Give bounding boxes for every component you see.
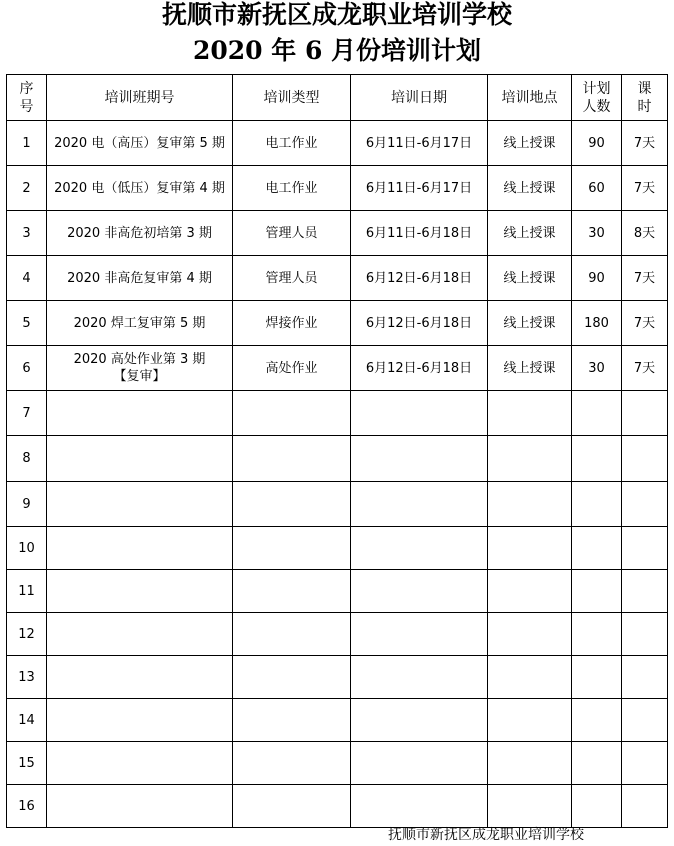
cell-planned-text: 180	[584, 315, 609, 331]
table-row	[7, 121, 668, 166]
table-body	[7, 121, 668, 828]
cell-days	[622, 742, 668, 785]
cell-type-text: 电工作业	[265, 135, 318, 151]
cell-class-name	[47, 391, 233, 436]
cell-seq-text: 8	[22, 451, 31, 466]
cell-date	[351, 211, 488, 256]
cell-seq-text: 1	[22, 135, 31, 151]
cell-date	[351, 482, 488, 527]
cell-seq	[7, 699, 47, 742]
cell-class-name	[47, 256, 233, 301]
cell-date	[351, 346, 488, 391]
cell-days	[622, 785, 668, 828]
cell-days	[622, 391, 668, 436]
cell-location-text: 线上授课	[503, 315, 556, 331]
cell-type-text: 管理人员	[265, 225, 318, 241]
cell-days	[622, 166, 668, 211]
cell-type	[233, 527, 351, 570]
cell-class-name	[47, 482, 233, 527]
header-seq-label: 序 号	[19, 80, 34, 115]
cell-type	[233, 656, 351, 699]
cell-date	[351, 570, 488, 613]
cell-date	[351, 742, 488, 785]
document-subtitle: 2020 年 6 月份培训计划	[192, 36, 482, 65]
cell-type	[233, 699, 351, 742]
cell-class-name	[47, 699, 233, 742]
cell-type	[233, 391, 351, 436]
table-row	[7, 256, 668, 301]
cell-planned	[572, 570, 622, 613]
cell-location	[488, 121, 572, 166]
cell-seq-text: 5	[22, 315, 31, 331]
header-planned-label: 计划 人数	[582, 80, 611, 115]
table-row	[7, 742, 668, 785]
cell-class-name	[47, 301, 233, 346]
cell-seq	[7, 211, 47, 256]
table-row	[7, 785, 668, 828]
header-date	[351, 75, 488, 121]
cell-date	[351, 699, 488, 742]
header-seq	[7, 75, 47, 121]
cell-date	[351, 436, 488, 482]
cell-class-name	[47, 656, 233, 699]
cell-planned	[572, 482, 622, 527]
cell-type	[233, 742, 351, 785]
cell-type	[233, 166, 351, 211]
cell-class-name-text: 2020 非高危初培第 3 期	[67, 225, 212, 241]
cell-date-text: 6月12日-6月18日	[365, 360, 473, 376]
cell-seq-text: 6	[22, 360, 31, 376]
cell-date	[351, 256, 488, 301]
cell-type	[233, 121, 351, 166]
cell-days-text: 7天	[633, 360, 656, 376]
header-row	[7, 75, 668, 121]
cell-seq	[7, 613, 47, 656]
cell-planned	[572, 742, 622, 785]
table-row	[7, 656, 668, 699]
cell-class-name-text: 2020 焊工复审第 5 期	[73, 315, 206, 331]
cell-class-name	[47, 346, 233, 391]
cell-type	[233, 301, 351, 346]
cell-seq	[7, 301, 47, 346]
table-row	[7, 391, 668, 436]
cell-seq	[7, 346, 47, 391]
header-planned	[572, 75, 622, 121]
training-plan-table	[6, 74, 668, 828]
header-class-name-label: 培训班期号	[104, 89, 175, 106]
cell-days	[622, 482, 668, 527]
header-location-label: 培训地点	[501, 89, 558, 106]
cell-type-text: 管理人员	[265, 270, 318, 286]
cell-days	[622, 613, 668, 656]
cell-seq	[7, 436, 47, 482]
cell-days	[622, 570, 668, 613]
cell-date-text: 6月11日-6月17日	[365, 180, 473, 196]
cell-date-text: 6月12日-6月18日	[365, 270, 473, 286]
cell-seq-text: 4	[22, 270, 31, 286]
cell-type	[233, 570, 351, 613]
cell-location-text: 线上授课	[503, 270, 556, 286]
cell-location	[488, 699, 572, 742]
cell-class-name	[47, 121, 233, 166]
cell-seq	[7, 656, 47, 699]
table-row	[7, 301, 668, 346]
cell-location	[488, 346, 572, 391]
cell-seq	[7, 742, 47, 785]
cell-seq	[7, 570, 47, 613]
cell-seq	[7, 166, 47, 211]
cell-seq-text: 12	[18, 626, 35, 642]
cell-location	[488, 482, 572, 527]
cell-type	[233, 256, 351, 301]
table-row	[7, 436, 668, 482]
cell-days	[622, 346, 668, 391]
cell-class-name	[47, 570, 233, 613]
cell-seq-text: 15	[18, 755, 35, 771]
header-location	[488, 75, 572, 121]
cell-planned	[572, 527, 622, 570]
table-row	[7, 482, 668, 527]
header-days-label: 课 时	[637, 80, 652, 115]
table-row	[7, 699, 668, 742]
header-days	[622, 75, 668, 121]
table-row	[7, 527, 668, 570]
cell-days-text: 7天	[633, 180, 656, 196]
cell-planned	[572, 301, 622, 346]
cell-location	[488, 391, 572, 436]
cell-planned	[572, 656, 622, 699]
cell-location	[488, 166, 572, 211]
cell-days	[622, 436, 668, 482]
cell-class-name	[47, 166, 233, 211]
table-row	[7, 570, 668, 613]
cell-planned	[572, 121, 622, 166]
cell-days	[622, 301, 668, 346]
cell-seq	[7, 121, 47, 166]
cell-seq-text: 14	[18, 712, 35, 728]
cell-planned	[572, 785, 622, 828]
cell-seq	[7, 256, 47, 301]
cell-location-text: 线上授课	[503, 180, 556, 196]
cell-days	[622, 211, 668, 256]
cell-location	[488, 613, 572, 656]
cell-location	[488, 301, 572, 346]
cell-class-name-text: 2020 电（低压）复审第 4 期	[54, 180, 225, 196]
table-row	[7, 346, 668, 391]
cell-planned	[572, 436, 622, 482]
header-type-label: 培训类型	[263, 89, 320, 106]
cell-date-text: 6月11日-6月18日	[365, 225, 473, 241]
header-date-label: 培训日期	[391, 89, 447, 106]
cell-type	[233, 785, 351, 828]
table-row	[7, 166, 668, 211]
cell-class-name	[47, 613, 233, 656]
cell-days-text: 7天	[633, 315, 656, 331]
cell-planned-text: 90	[588, 135, 605, 151]
cell-type	[233, 346, 351, 391]
cell-location	[488, 436, 572, 482]
cell-planned	[572, 699, 622, 742]
cell-location-text: 线上授课	[503, 135, 556, 151]
cell-planned-text: 90	[588, 270, 605, 286]
footer-school-name: 抚顺市新抚区成龙职业培训学校	[388, 827, 584, 843]
cell-days	[622, 256, 668, 301]
cell-class-name-text: 2020 高处作业第 3 期 【复审】	[73, 352, 206, 384]
cell-planned	[572, 256, 622, 301]
cell-location	[488, 742, 572, 785]
cell-type	[233, 613, 351, 656]
cell-class-name	[47, 527, 233, 570]
table-row	[7, 613, 668, 656]
cell-class-name	[47, 436, 233, 482]
cell-seq-text: 3	[22, 225, 31, 241]
cell-class-name	[47, 785, 233, 828]
cell-date	[351, 121, 488, 166]
table-row	[7, 211, 668, 256]
cell-class-name	[47, 211, 233, 256]
document-title: 抚顺市新抚区成龙职业培训学校	[161, 0, 512, 29]
cell-location	[488, 256, 572, 301]
cell-seq-text: 16	[18, 798, 35, 814]
cell-days	[622, 121, 668, 166]
cell-type-text: 高处作业	[265, 360, 318, 376]
cell-location	[488, 570, 572, 613]
cell-date-text: 6月11日-6月17日	[365, 135, 473, 151]
cell-date	[351, 391, 488, 436]
cell-seq-text: 9	[22, 496, 31, 512]
cell-type-text: 焊接作业	[265, 315, 318, 331]
cell-seq-text: 10	[18, 540, 35, 556]
cell-days	[622, 656, 668, 699]
cell-class-name-text: 2020 电（高压）复审第 5 期	[54, 135, 225, 151]
cell-date	[351, 785, 488, 828]
cell-type	[233, 211, 351, 256]
cell-planned-text: 30	[588, 360, 605, 376]
cell-date	[351, 301, 488, 346]
cell-seq-text: 11	[18, 583, 35, 599]
cell-seq	[7, 785, 47, 828]
cell-location	[488, 656, 572, 699]
cell-location	[488, 527, 572, 570]
cell-planned-text: 60	[588, 180, 605, 196]
header-class-name	[47, 75, 233, 121]
header-type	[233, 75, 351, 121]
cell-seq-text: 2	[22, 180, 31, 196]
cell-location	[488, 211, 572, 256]
cell-date	[351, 656, 488, 699]
cell-planned	[572, 613, 622, 656]
cell-planned-text: 30	[588, 225, 605, 241]
cell-planned	[572, 391, 622, 436]
cell-planned	[572, 166, 622, 211]
cell-seq-text: 7	[22, 405, 31, 421]
cell-days	[622, 527, 668, 570]
cell-planned	[572, 211, 622, 256]
cell-type	[233, 436, 351, 482]
cell-location-text: 线上授课	[503, 360, 556, 376]
cell-date	[351, 527, 488, 570]
cell-date	[351, 613, 488, 656]
cell-class-name	[47, 742, 233, 785]
cell-planned	[572, 346, 622, 391]
cell-date-text: 6月12日-6月18日	[365, 315, 473, 331]
cell-location	[488, 785, 572, 828]
cell-days-text: 7天	[633, 270, 656, 286]
cell-seq	[7, 527, 47, 570]
cell-seq	[7, 391, 47, 436]
cell-type	[233, 482, 351, 527]
cell-class-name-text: 2020 非高危复审第 4 期	[67, 270, 212, 286]
cell-location-text: 线上授课	[503, 225, 556, 241]
cell-seq	[7, 482, 47, 527]
cell-days-text: 7天	[633, 135, 656, 151]
cell-type-text: 电工作业	[265, 180, 318, 196]
cell-days-text: 8天	[633, 225, 656, 241]
cell-days	[622, 699, 668, 742]
cell-seq-text: 13	[18, 669, 35, 685]
cell-date	[351, 166, 488, 211]
